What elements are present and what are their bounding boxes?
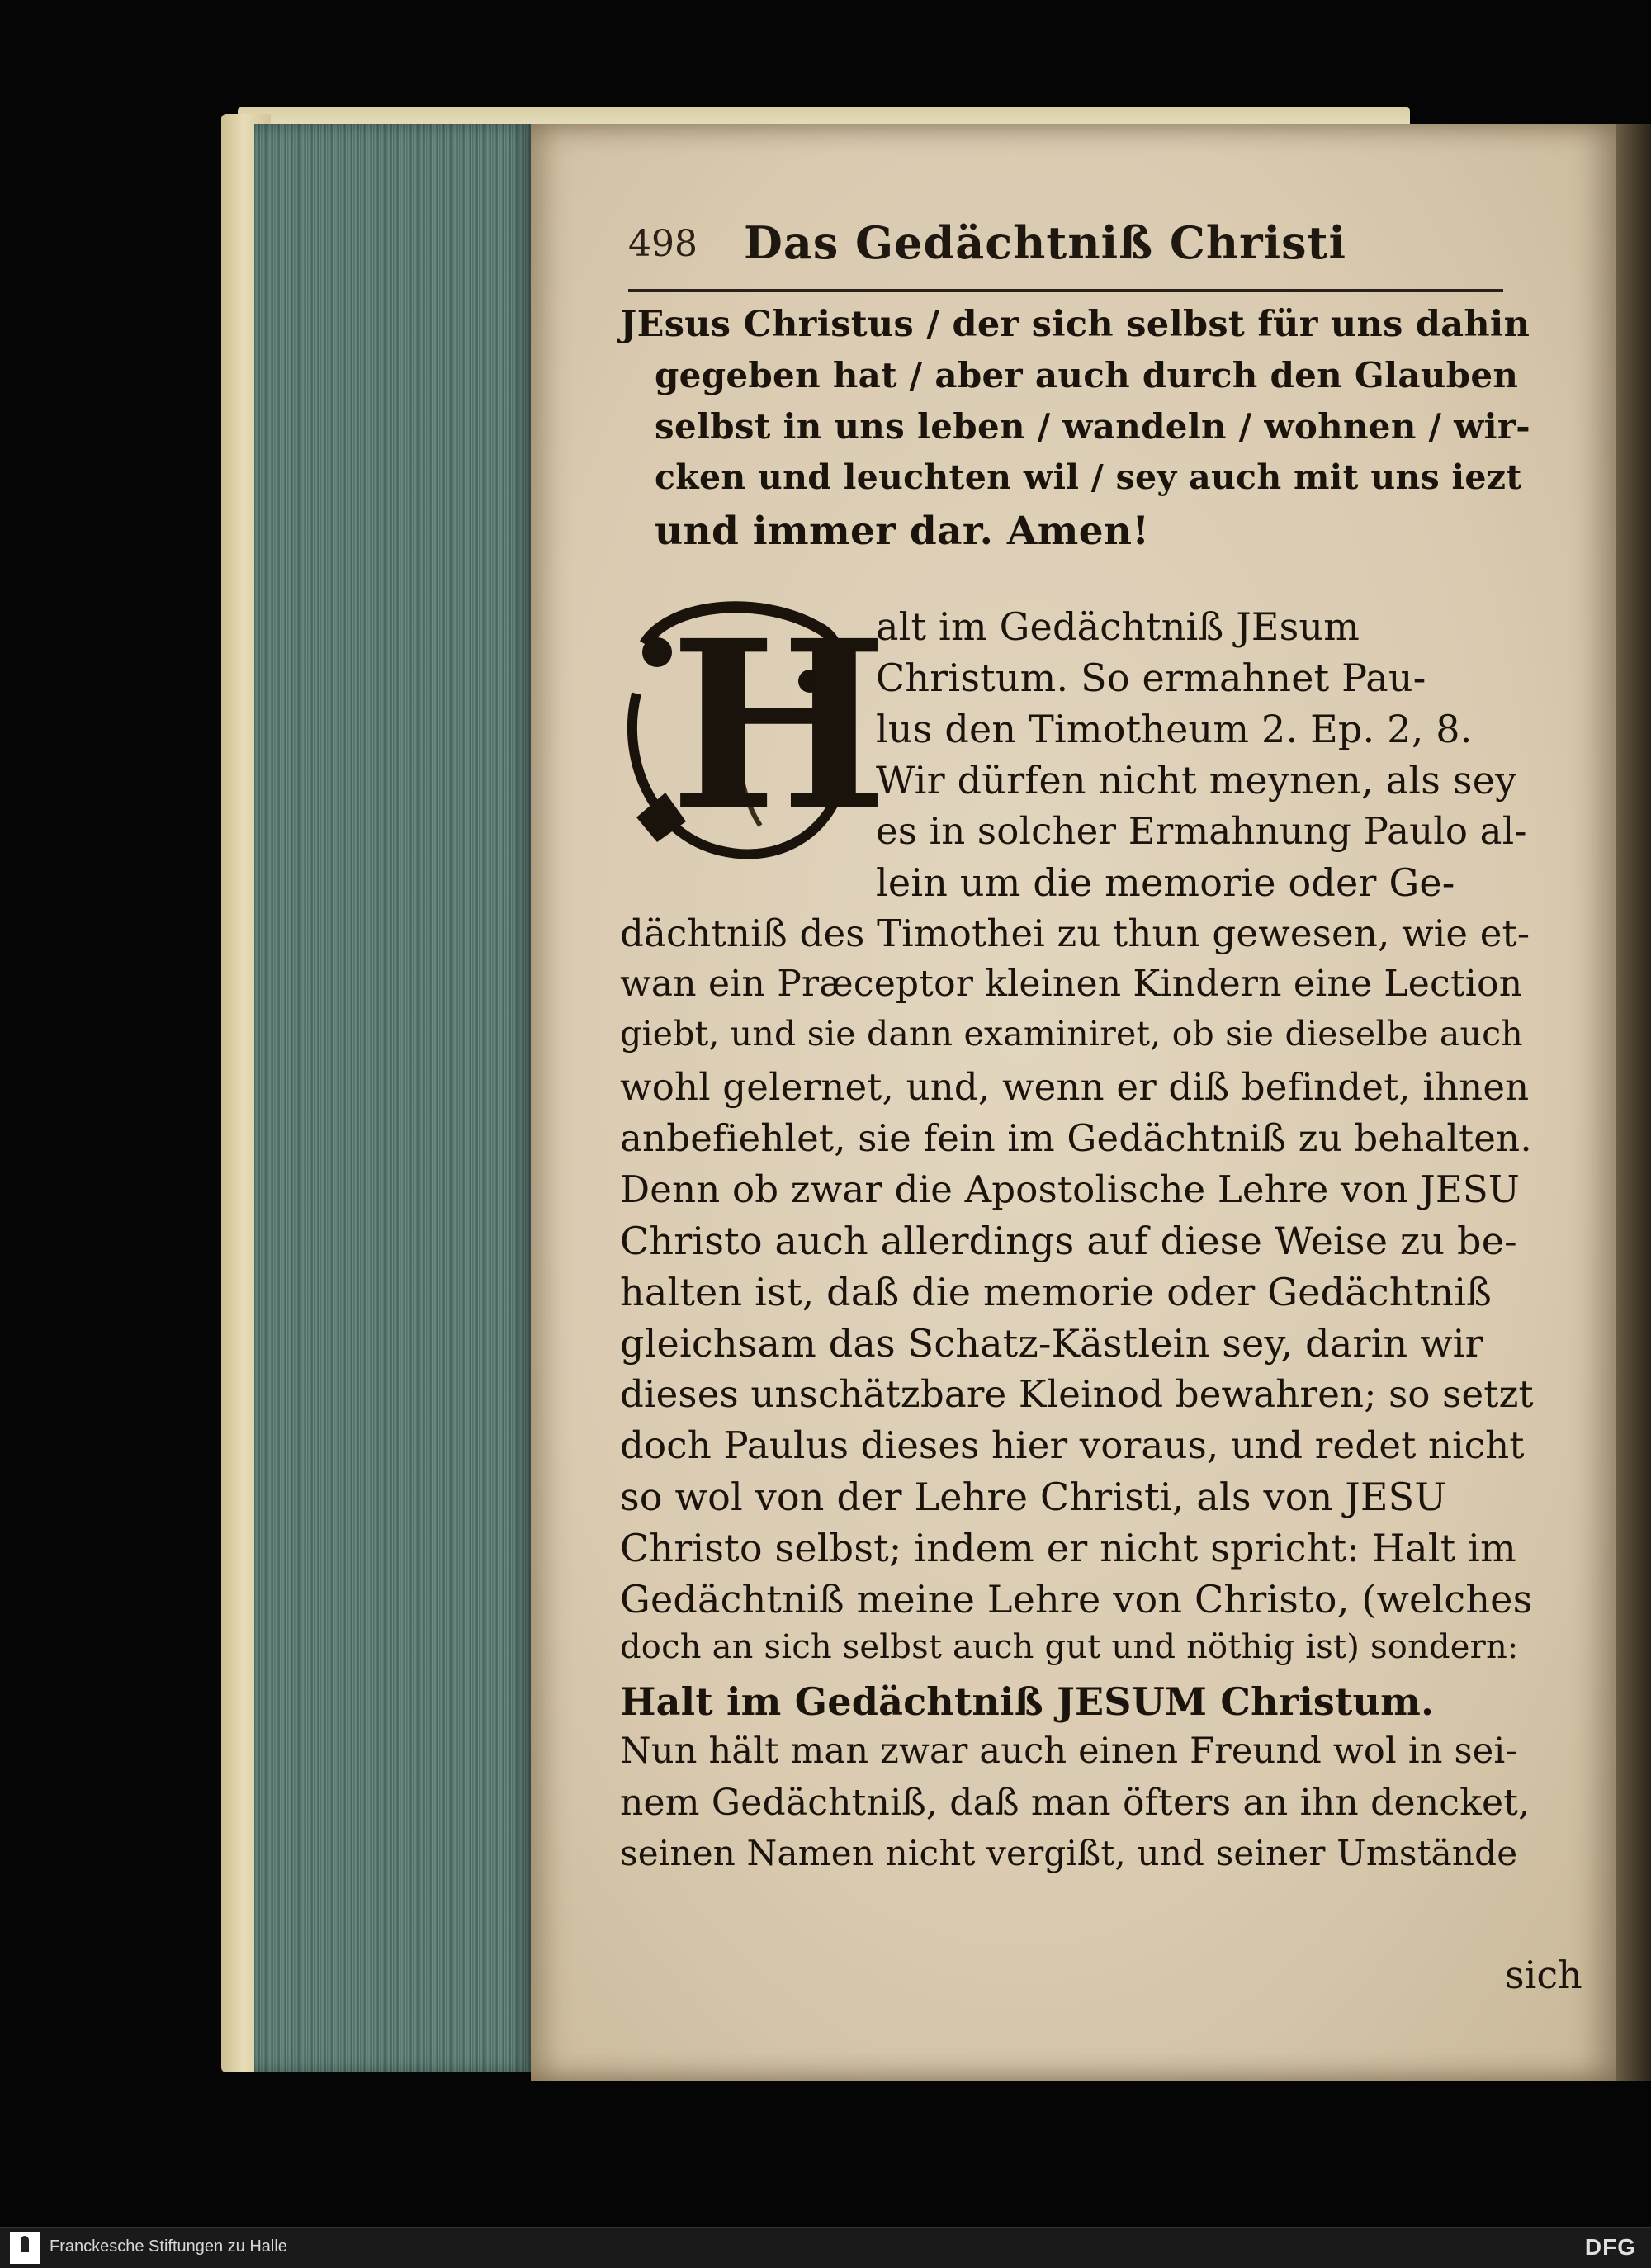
- text-line: seinen Namen nicht vergißt, und seiner Umstände: [620, 1833, 1518, 1873]
- book-page: [531, 124, 1620, 2081]
- text-line: wohl gelernet, und, wenn er diß befindet, ihnen: [620, 1065, 1530, 1109]
- text-line: Gedächtniß meine Lehre von Christo, (welches: [620, 1577, 1533, 1622]
- text-line: Halt im Gedächtniß JESUM Christum.: [620, 1679, 1435, 1724]
- text-line: doch Paulus dieses hier voraus, und redet nicht: [620, 1423, 1525, 1467]
- page-edges-block: [254, 124, 531, 2072]
- text-line: Denn ob zwar die Apostolische Lehre von JESU: [620, 1167, 1521, 1211]
- text-line: gegeben hat / aber auch durch den Glauben: [655, 355, 1519, 395]
- text-line: Christo selbst; indem er nicht spricht: Halt im: [620, 1526, 1516, 1570]
- drop-cap-letter: H: [669, 590, 888, 862]
- text-line: Nun hält man zwar auch einen Freund wol in sei-: [620, 1731, 1518, 1772]
- text-line: so wol von der Lehre Christi, als von JESU: [620, 1475, 1447, 1519]
- funder-logo: DFG: [1584, 2234, 1636, 2260]
- text-line: und immer dar. Amen!: [655, 509, 1150, 554]
- institution-name: Franckesche Stiftungen zu Halle: [50, 2237, 287, 2256]
- text-line: wan ein Præceptor kleinen Kindern eine Lection: [620, 963, 1523, 1005]
- text-line: anbefiehlet, sie fein im Gedächtniß zu behalten.: [620, 1116, 1532, 1160]
- text-line: nem Gedächtniß, daß man öfters an ihn dencket,: [620, 1782, 1530, 1824]
- text-line: doch an sich selbst auch gut und nöthig ist) sondern:: [620, 1628, 1519, 1666]
- ornamental-initial: [620, 590, 888, 867]
- text-line: halten ist, daß die memorie oder Gedächtniß: [620, 1270, 1493, 1314]
- text-line: alt im Gedächtniß JEsum: [876, 604, 1360, 649]
- catchword: sich: [1505, 1953, 1582, 1997]
- text-line: Christum. So ermahnet Pau-: [876, 656, 1426, 700]
- text-line: dächtniß des Timothei zu thun gewesen, wie et-: [620, 911, 1530, 955]
- header-rule: [628, 289, 1503, 292]
- viewer-footer-bar: [0, 2227, 1651, 2268]
- text-line: es in solcher Ermahnung Paulo al-: [876, 809, 1527, 853]
- text-line: giebt, und sie dann examiniret, ob sie dieselbe auch: [620, 1014, 1523, 1054]
- text-line: Wir dürfen nicht meynen, als sey: [876, 758, 1517, 803]
- text-line: cken und leuchten wil / sey auch mit uns iezt: [655, 457, 1522, 497]
- text-line: selbst in uns leben / wandeln / wohnen / wir-: [655, 406, 1531, 447]
- text-line: gleichsam das Schatz-Kästlein sey, darin wir: [620, 1321, 1483, 1366]
- text-line: lus den Timotheum 2. Ep. 2, 8.: [876, 707, 1473, 751]
- text-line: lein um die memorie oder Ge-: [876, 860, 1455, 905]
- institution-logo-icon: [10, 2232, 40, 2264]
- text-line: dieses unschätzbare Kleinod bewahren; so setzt: [620, 1372, 1534, 1416]
- text-line: Christo auch allerdings auf diese Weise zu be-: [620, 1219, 1517, 1263]
- open-book: [221, 107, 1651, 2089]
- text-line: JEsus Christus / der sich selbst für uns dahin: [620, 304, 1530, 345]
- page-number: 498: [628, 223, 698, 265]
- running-title: Das Gedächtniß Christi: [744, 216, 1346, 269]
- running-head: [628, 216, 1561, 282]
- facing-page-gutter: [1616, 124, 1651, 2081]
- building-icon: [21, 2236, 29, 2252]
